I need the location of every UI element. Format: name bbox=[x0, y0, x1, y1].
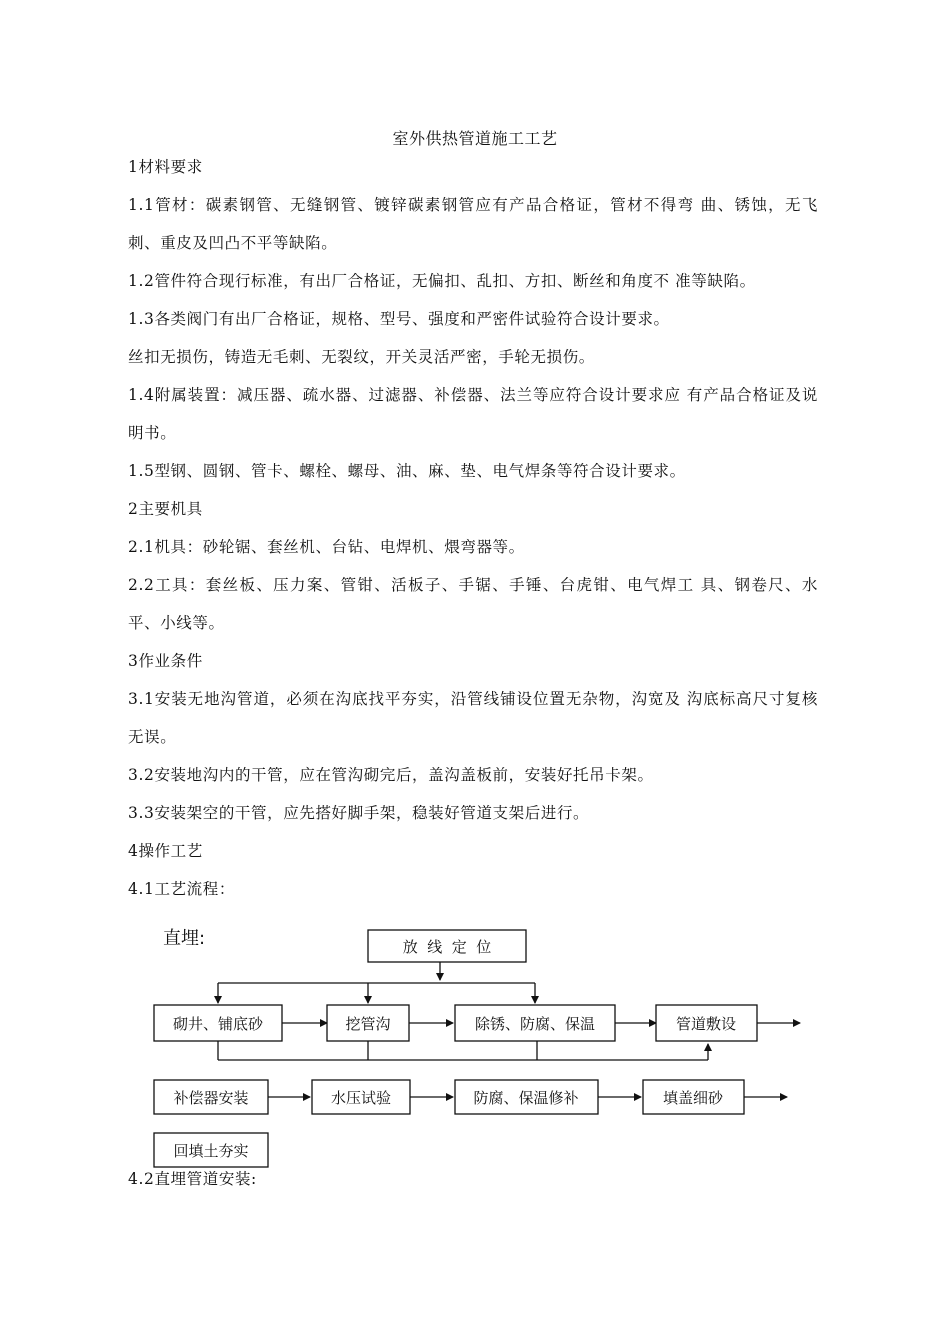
node-m4-label: 填盖细砂 bbox=[662, 1089, 724, 1107]
paragraph-4-1: 4.1工艺流程： bbox=[128, 880, 235, 898]
node-n1-label: 砌井、铺底砂 bbox=[172, 1015, 264, 1033]
paragraph-4-2: 4.2直埋管道安装: bbox=[128, 1170, 257, 1188]
node-m1-label: 补偿器安装 bbox=[173, 1089, 249, 1107]
document-title: 室外供热管道施工工艺 bbox=[392, 129, 558, 148]
paragraph-3-3: 3.3安装架空的干管，应先搭好脚手架，稳装好管道支架后进行。 bbox=[128, 804, 590, 822]
heading-1: 1材料要求 bbox=[128, 158, 203, 176]
paragraph-1-2: 1.2管件符合现行标准，有出厂合格证，无偏扣、乱扣、方扣、断丝和角度不 准等缺陷。 bbox=[128, 272, 756, 290]
node-n3-label: 除锈、防腐、保温 bbox=[474, 1015, 596, 1033]
heading-3: 3作业条件 bbox=[128, 652, 203, 670]
paragraph-1-3: 1.3各类阀门有出厂合格证，规格、型号、强度和严密件试验符合设计要求。 bbox=[128, 310, 670, 328]
heading-4: 4操作工艺 bbox=[128, 842, 203, 860]
paragraph-1-5: 1.5型钢、圆钢、管卡、螺栓、螺母、油、麻、垫、电气焊条等符合设计要求。 bbox=[128, 462, 686, 480]
node-top-label: 放 线 定 位 bbox=[402, 938, 492, 956]
node-m2-label: 水压试验 bbox=[330, 1089, 392, 1107]
paragraph-3-1: 3.1安装无地沟管道，必须在沟底找平夯实，沿管线铺设位置无杂物，沟宽及 沟底标高尺寸复核无误。 bbox=[128, 690, 818, 746]
node-n4-label: 管道敷设 bbox=[675, 1015, 737, 1033]
paragraph-1-3-cont: 丝扣无损伤，铸造无毛刺、无裂纹，开关灵活严密，手轮无损伤。 bbox=[128, 348, 595, 366]
paragraph-2-2: 2.2工具：套丝板、压力案、管钳、活板子、手锯、手锤、台虎钳、电气焊工 具、钢卷尺、水平、小线等。 bbox=[128, 576, 818, 632]
node-b1-label: 回填土夯实 bbox=[173, 1142, 249, 1160]
paragraph-2-1: 2.1机具：砂轮锯、套丝机、台钻、电焊机、煨弯器等。 bbox=[128, 538, 525, 556]
heading-2: 2主要机具 bbox=[128, 500, 203, 518]
node-n2-label: 挖管沟 bbox=[345, 1015, 391, 1033]
paragraph-1-1: 1.1管材：碳素钢管、无缝钢管、镀锌碳素钢管应有产品合格证，管材不得弯 曲、锈蚀，无飞刺、重皮及凹凸不平等缺陷。 bbox=[128, 196, 818, 252]
paragraph-3-2: 3.2安装地沟内的干管，应在管沟砌完后，盖沟盖板前，安装好托吊卡架。 bbox=[128, 766, 654, 784]
node-m3-label: 防腐、保温修补 bbox=[473, 1089, 579, 1107]
flowchart-label: 直埋: bbox=[163, 928, 206, 949]
paragraph-1-4: 1.4附属装置：减压器、疏水器、过滤器、补偿器、法兰等应符合设计要求应 有产品合格证及说明书。 bbox=[128, 386, 818, 442]
